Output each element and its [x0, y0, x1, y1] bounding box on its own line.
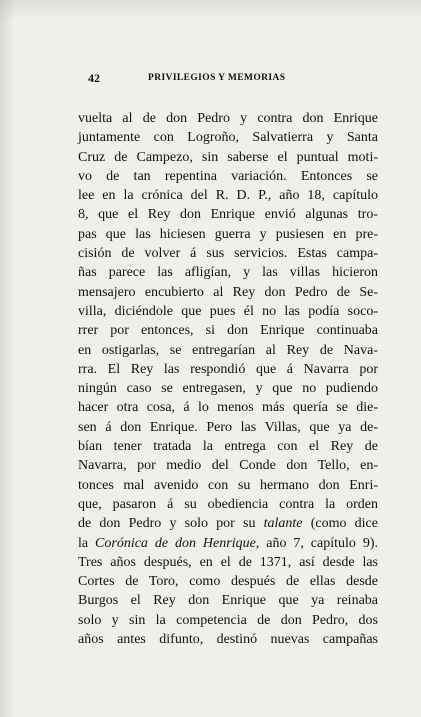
text-line: de don Pedro y solo por su talante (como dice — [78, 516, 378, 532]
text-line: Cortes de Toro, como después de ellas desde — [78, 574, 378, 590]
text-line: Burgos el Rey don Enrique que ya reinaba — [78, 593, 378, 609]
running-head: PRIVILEGIOS Y MEMORIAS — [148, 73, 286, 83]
text-line: sen á don Enrique. Pero las Villas, que ya de- — [78, 419, 378, 435]
text-line: la Corónica de don Henrique, año 7, capítulo 9). — [78, 535, 378, 551]
text-line: cisión de volver á sus servicios. Estas campa- — [78, 246, 378, 262]
text-line: rrer por entonces, si don Enrique continuaba — [78, 323, 378, 339]
text-line: 8, que el Rey don Enrique envió algunas tro- — [78, 207, 378, 223]
text-line: mensajero encubierto al Rey don Pedro de Se- — [78, 284, 378, 300]
page-header — [88, 71, 378, 85]
text-line: lee en la crónica del R. D. P., año 18, capítulo — [78, 188, 378, 204]
page-number: 42 — [88, 71, 100, 85]
text-line: tonces mal avenido con su hermano don Enri- — [78, 477, 378, 493]
text-line: años antes difunto, destinó nuevas campañas — [78, 632, 378, 648]
text-line: vo de tan repentina variación. Entonces se — [78, 168, 378, 184]
text-line: rra. El Rey las respondió que á Navarra por — [78, 361, 378, 377]
text-line: juntamente con Logroño, Salvatierra y Santa — [78, 130, 378, 146]
text-line: villa, diciéndole que pues él no las podía soco- — [78, 303, 378, 319]
text-line: Tres años después, en el de 1371, así desde las — [78, 554, 378, 570]
text-line: ningún caso se entregasen, y que no pudiendo — [78, 381, 378, 397]
text-line: solo y sin la competencia de don Pedro, dos — [78, 612, 378, 628]
text-line: ñas parece las afligían, y las villas hicieron — [78, 265, 378, 281]
text-line: Cruz de Campezo, sin saberse el puntual moti- — [78, 149, 378, 165]
text-line: bían tener tratada la entrega con el Rey de — [78, 439, 378, 455]
text-line: hacer otra cosa, á lo menos más quería se die- — [78, 400, 378, 416]
text-line: en ostigarlas, se entregarían al Rey de Nava- — [78, 342, 378, 358]
text-line: pas que las hiciesen guerra y pusiesen en pre- — [78, 226, 378, 242]
body-text — [78, 109, 378, 649]
text-line: que, pasaron á su obediencia contra la orden — [78, 496, 378, 512]
text-line: Navarra, por medio del Conde don Tello, en- — [78, 458, 378, 474]
text-line: vuelta al de don Pedro y contra don Enrique — [78, 111, 378, 126]
